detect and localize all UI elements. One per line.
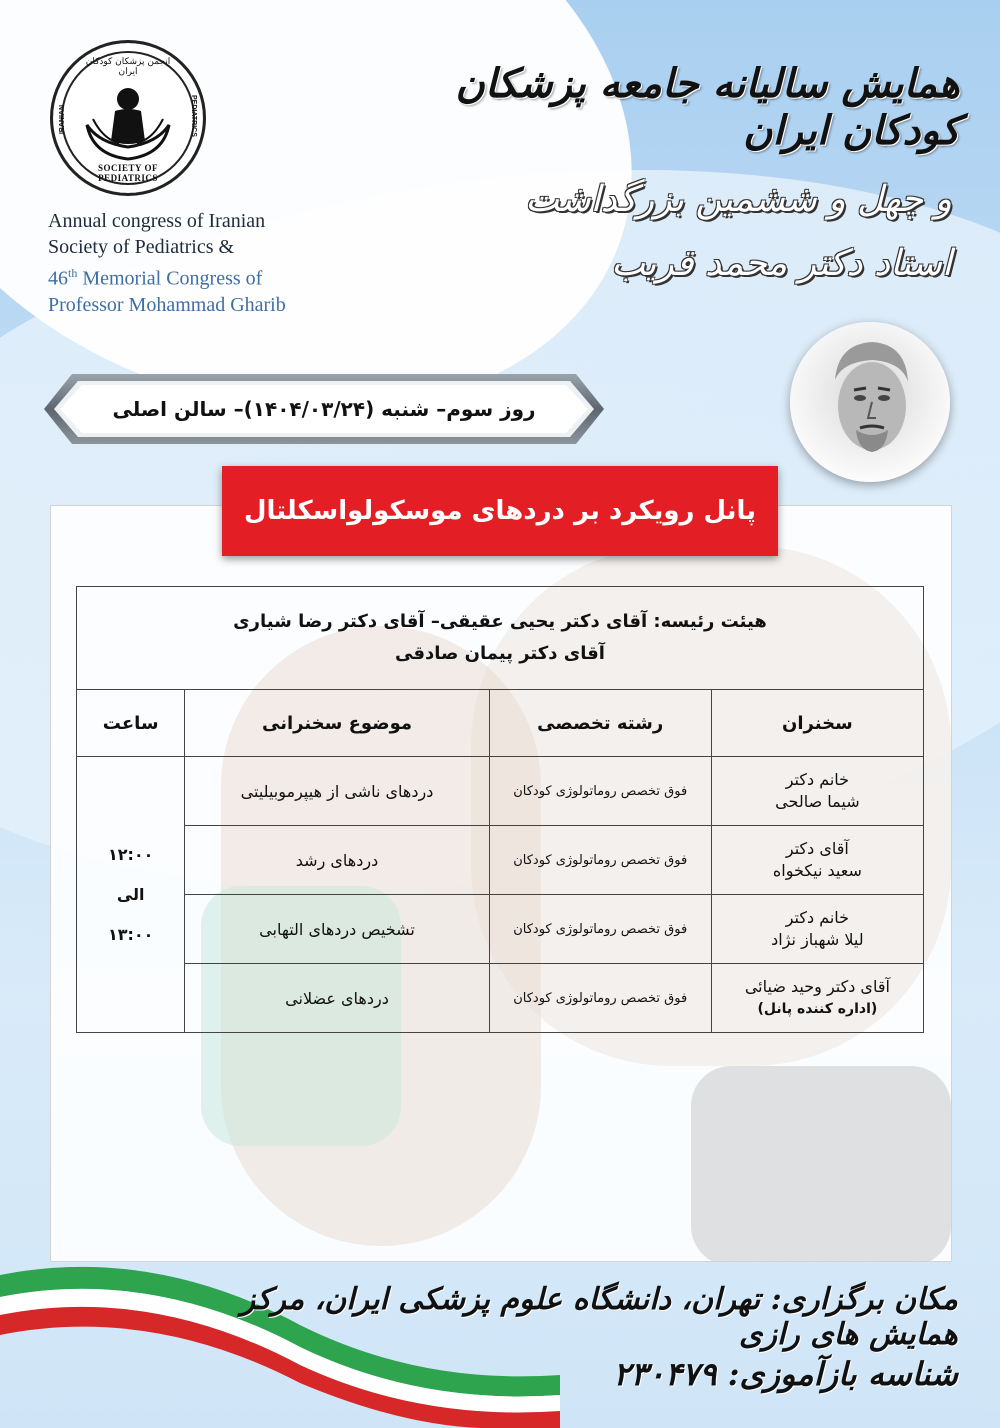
logo-top-text: انجمن پزشکان کودکان ایران [85,57,171,77]
table-row [77,826,924,895]
speaker-name: شیما صالحی [775,792,860,811]
logo-society-text: SOCIETY OF PEDIATRICS [98,163,158,183]
time-cell [77,757,185,1033]
english-title-line2: Society of Pediatrics & [48,236,235,258]
speaker-cell [711,895,923,964]
english-title-line3 [48,260,368,292]
topic-cell: دردهای عضلانی [185,964,489,1033]
header-field: رشته تخصصی [489,690,711,757]
persian-congress-title: همایش سالیانه جامعه پزشکان کودکان ایران [455,60,960,154]
header-time: ساعت [77,690,185,757]
speaker-title: خانم دکتر [785,908,850,927]
english-title-line3-rest: Memorial Congress of [77,267,263,290]
english-title-line4: Professor Mohammad Gharib [48,293,286,316]
time-separator: الی [116,884,145,904]
chair-line2: آقای دکتر پیمان صادقی [395,643,605,664]
speaker-cell [711,757,923,826]
time-end: ۱۳:۰۰ [107,924,154,944]
professor-portrait [790,322,950,482]
speaker-title: خانم دکتر [785,770,850,789]
header-topic: موضوع سخنرانی [185,690,489,757]
day-banner [42,372,606,446]
field-cell: فوق تخصص روماتولوژی کودکان [489,826,711,895]
table-row [77,757,924,826]
table-row [77,964,924,1033]
persian-subtitle-line2: استاد دکتر محمد قریب [611,243,952,284]
english-title-ordinal: th [68,266,78,280]
speaker-name: (اداره کننده پانل) [757,1001,878,1017]
topic-cell: دردهای رشد [185,826,489,895]
speaker-cell [711,964,923,1033]
speaker-name: لیلا شهباز نژاد [771,930,864,949]
table-row [77,895,924,964]
english-title-number: 46 [48,267,68,290]
schedule-table [76,586,924,1033]
logo-side-right-text: PEDIATRICS [190,95,197,137]
society-logo [50,40,206,196]
day-banner-text: روز سوم– شنبه (۱۴۰۴/۰۳/۲۴)– سالن اصلی [112,397,536,421]
chair-cell [77,587,924,690]
speaker-title: آقای دکتر وحید ضیائی [744,977,890,996]
field-cell: فوق تخصص روماتولوژی کودکان [489,757,711,826]
persian-memorial-subtitle [452,168,952,296]
portrait-photo-icon [790,322,950,482]
chair-line1: هیئت رئیسه: آقای دکتر یحیی عقیقی– آقای دکتر رضا شیاری [233,611,767,632]
logo-side-left-text: IRANIAN [59,105,66,135]
chair-row [77,587,924,690]
venue-text: مکان برگزاری: تهران، دانشگاه علوم پزشکی ایران، مرکز همایش های رازی [240,1282,958,1352]
field-cell: فوق تخصص روماتولوژی کودکان [489,895,711,964]
header-speakers: سخنران [711,690,923,757]
field-cell: فوق تخصص روماتولوژی کودکان [489,964,711,1033]
header-row [77,690,924,757]
background-shorts-image [691,1066,951,1262]
speaker-title: آقای دکتر [785,839,849,858]
panel-title: پانل رویکرد بر دردهای موسکولواسکلتال [222,466,778,556]
topic-cell: دردهای ناشی از هیپرموبیلیتی [185,757,489,826]
english-title-line1: Annual congress of Iranian [48,210,266,232]
cme-code-text: شناسه بازآموزی: ۲۳۰۴۷۹ [613,1355,958,1393]
topic-cell: تشخیص دردهای التهابی [185,895,489,964]
speaker-cell [711,826,923,895]
time-start: ۱۲:۰۰ [107,844,154,864]
persian-subtitle-line1: و چهل و ششمین بزرگداشت [525,179,952,220]
english-congress-title [48,208,368,318]
speaker-name: سعید نیکخواه [772,861,862,880]
